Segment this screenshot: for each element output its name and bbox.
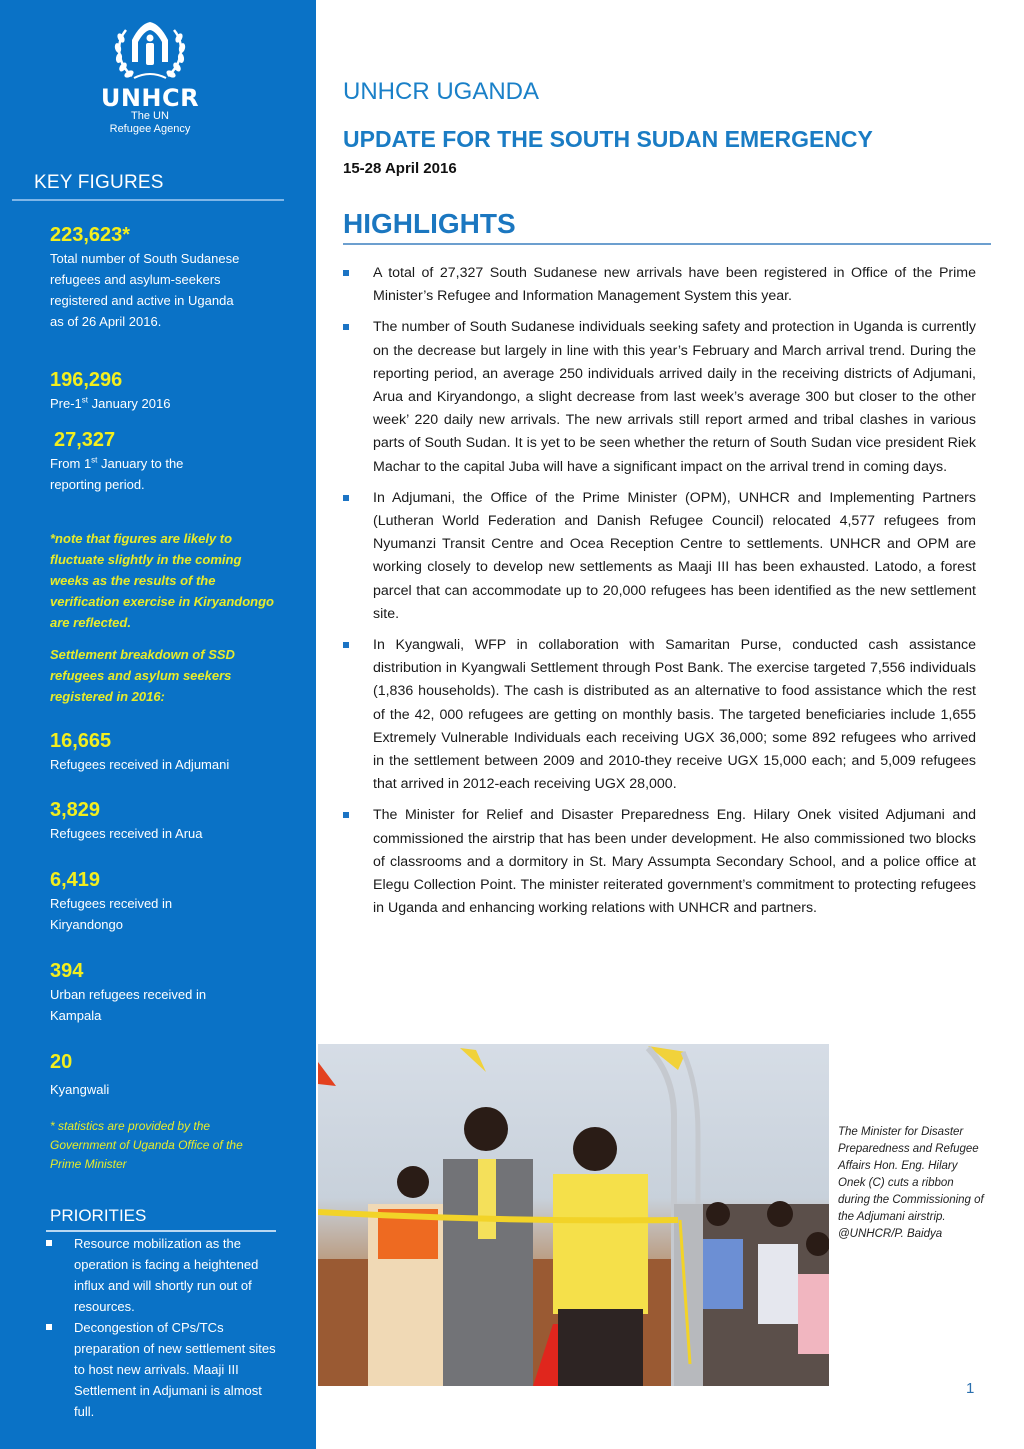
- square-bullet-icon: [343, 270, 349, 276]
- square-bullet-icon: [46, 1240, 52, 1246]
- priority-text: Decongestion of CPs/TCs preparation of new settlement sites to host new arrivals. Maaji III Settlement in Adjumani is almost full.: [74, 1320, 276, 1419]
- priority-text: Resource mobilization as the operation is facing a heightened influx and will shortly run out of resources.: [74, 1236, 259, 1314]
- settlement-value: 3,829: [50, 799, 101, 821]
- logo-tagline-line1: The UN: [131, 110, 169, 122]
- photo-illustration: [318, 1044, 829, 1386]
- highlight-text: A total of 27,327 South Sudanese new arrivals have been registered in Office of the Prime Minister’s Refugee and Information Management System this year.: [373, 265, 976, 305]
- settlement-value: 16,665: [50, 730, 112, 752]
- key-figure-value: 196,296: [50, 369, 123, 391]
- settlement-value: 394: [50, 960, 84, 982]
- statistics-source-note: * statistics are provided by the Government of Uganda Office of the Prime Minister: [50, 1119, 243, 1171]
- highlight-text: In Kyangwali, WFP in collaboration with Samaritan Purse, conducted cash assistance distribution in Kyangwali Settlement through Post Bank. The exercise targeted 7,556 individuals (1,836 households). The cash is distributed as an alternative to food assistance which the rest of the 42, 000 refugees are getting on monthly basis. The targeted beneficiaries include 1,655 Extremely Vulnerable Individuals each receiving UGX 36,000; some 892 refugees who arrived in the settlement between 2009 and 2010-they receive UGX 15,000 each; and 5,009 refugees that arrived in 2012-each receiving UGX 28,000.: [373, 637, 976, 793]
- square-bullet-icon: [343, 495, 349, 501]
- settlement-value: 20: [50, 1051, 73, 1073]
- priorities-heading: PRIORITIES: [50, 1206, 147, 1225]
- key-figure-pre-2016: [50, 368, 285, 414]
- settlement-figure: [50, 729, 285, 775]
- reporting-period: 15-28 April 2016: [343, 160, 457, 177]
- highlight-item: [343, 262, 976, 308]
- priority-item: [44, 1233, 284, 1317]
- settlement-figure: [50, 959, 285, 1026]
- document-title: UPDATE FOR THE SOUTH SUDAN EMERGENCY: [343, 126, 873, 152]
- square-bullet-icon: [343, 812, 349, 818]
- photo-caption: The Minister for Disaster Preparedness and Refugee Affairs Hon. Eng. Hilary Onek (C) cuts a ribbon during the Commissioning of the Adjumani airstrip. @UNHCR/P. Baidya: [838, 1126, 984, 1240]
- key-figure-total: [50, 223, 285, 332]
- highlight-text: The number of South Sudanese individuals seeking safety and protection in Uganda is currently on the decrease but largely in line with this year’s February and March arrival trend. During the reporting period, an average 250 individuals arrived daily in the receiving districts of Adjumani, Arua and Kiryandongo, a slight decrease from last week’s average 300 but closer to the other week’ 220 daily new arrivals. The new arrivals still report armed and tribal clashes in various parts of South Sudan. It is yet to be seen whether the return of South Sudan vice president Riek Machar to the capital Juba will have a significant impact on the arrival trend in coming days.: [373, 319, 976, 475]
- description-prefix: From 1: [50, 456, 92, 471]
- key-figure-description: [50, 393, 285, 414]
- settlement-description: Urban refugees received in Kampala: [50, 987, 207, 1023]
- settlement-description: Kyangwali: [50, 1082, 110, 1097]
- settlement-description: Refugees received in Arua: [50, 826, 203, 841]
- square-bullet-icon: [343, 642, 349, 648]
- settlement-description: Refugees received in Adjumani: [50, 757, 230, 772]
- key-figure-description: [50, 453, 220, 495]
- office-name: UNHCR UGANDA: [343, 78, 540, 105]
- highlight-item: [343, 487, 976, 626]
- highlights-list: [343, 262, 976, 928]
- settlement-description: Refugees received in Kiryandongo: [50, 896, 173, 932]
- highlight-text: The Minister for Relief and Disaster Preparedness Eng. Hilary Onek visited Adjumani and commissioned the airstrip that has been under development. He also commissioned two blocks of classrooms and a dormitory in St. Mary Assumpta Secondary School, and a police office at Elegu Collection Point. The minister reiterated government’s commitment to protecting refugees in Uganda and enhancing working relations with UNHCR and partners.: [373, 807, 976, 917]
- highlight-item: [343, 316, 976, 478]
- key-figure-description: Total number of South Sudanese refugees and asylum-seekers registered and active in Uganda as of 26 April 2016.: [50, 251, 240, 329]
- highlight-item: [343, 804, 976, 920]
- key-figures-heading: KEY FIGURES: [34, 172, 164, 193]
- description-suffix: January 2016: [88, 396, 171, 411]
- key-figure-2016: [50, 428, 289, 495]
- page-number: 1: [966, 1380, 975, 1397]
- key-figures-sidebar: [0, 0, 316, 1449]
- priorities-list: [44, 1233, 284, 1422]
- highlights-divider: [343, 243, 991, 245]
- breakdown-intro: Settlement breakdown of SSD refugees and asylum seekers registered in 2016:: [50, 647, 235, 704]
- settlement-figure: [50, 1050, 285, 1100]
- description-suffix: January to the reporting period.: [50, 456, 184, 492]
- square-bullet-icon: [343, 324, 349, 330]
- logo-wordmark: UNHCR: [100, 84, 200, 112]
- highlight-item: [343, 634, 976, 796]
- square-bullet-icon: [46, 1324, 52, 1330]
- highlights-heading: HIGHLIGHTS: [343, 208, 516, 239]
- logo-tagline-line2: Refugee Agency: [109, 123, 191, 135]
- description-superscript: st: [81, 395, 89, 405]
- highlight-text: In Adjumani, the Office of the Prime Minister (OPM), UNHCR and Implementing Partners (Lutheran World Federation and Danish Refugee Council) relocated 4,577 refugees from Nyumanzi Transit Centre and Ocea Reception Centre to settlements. UNHCR and OPM are working closely to develop new settlements as Maaji III has been exhausted. Latodo, a forest parcel that can accommodate up to 20,000 refugees has been identified as the new settlement site.: [373, 489, 976, 622]
- unhcr-logo: [96, 18, 204, 136]
- ribbon-cutting-photo: [318, 1044, 829, 1386]
- priorities-divider: [46, 1230, 276, 1232]
- key-figure-value: 27,327: [54, 429, 116, 451]
- settlement-value: 6,419: [50, 869, 101, 891]
- priority-item: [44, 1317, 284, 1422]
- description-prefix: Pre-1: [50, 396, 82, 411]
- settlement-figure: [50, 868, 285, 935]
- description-superscript: st: [91, 455, 98, 465]
- settlement-figure: [50, 798, 285, 844]
- key-figures-divider: [12, 199, 284, 201]
- key-figure-value: 223,623*: [50, 224, 131, 246]
- fluctuation-note: *note that figures are likely to fluctuate slightly in the coming weeks as the results of the verification exercise in Kiryandongo are reflected.: [50, 531, 274, 630]
- unhcr-emblem-icon: [110, 18, 190, 84]
